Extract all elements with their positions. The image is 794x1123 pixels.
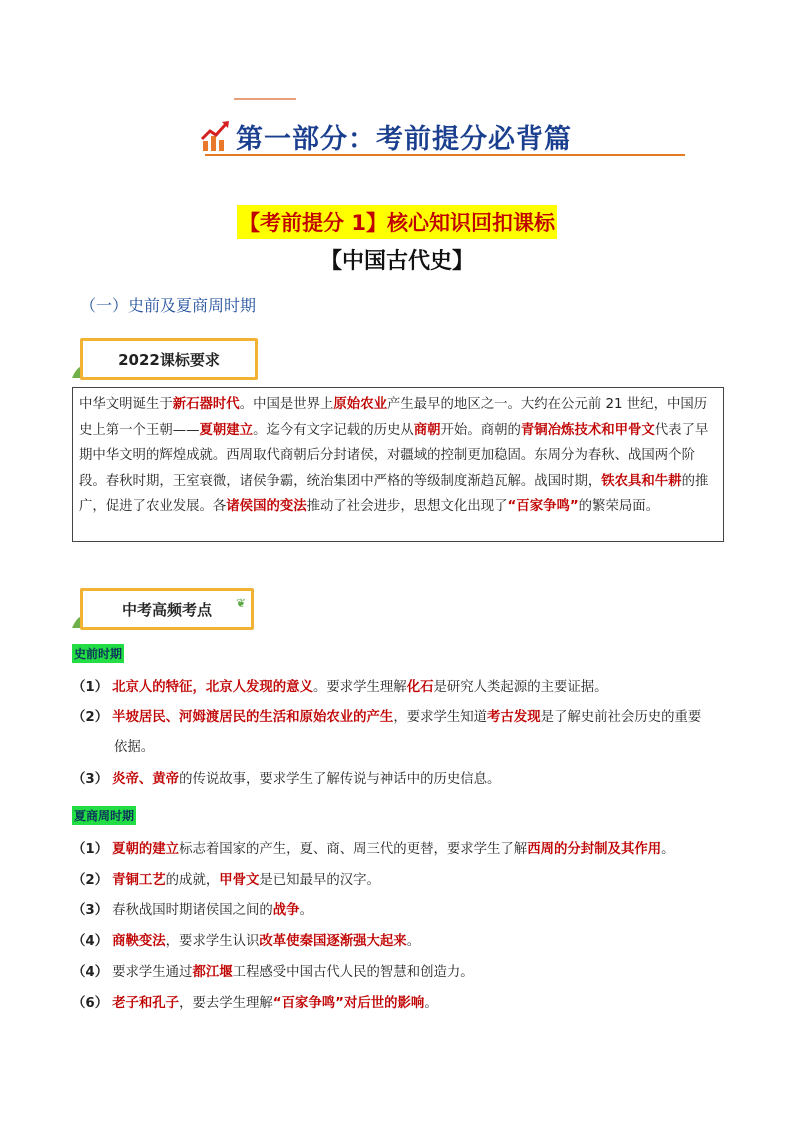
era-heading: （一）史前及夏商周时期 <box>80 296 257 315</box>
list-item-text: 要求学生通过 <box>112 965 193 980</box>
paragraph-text: 。迄今有文字记载的历史从 <box>253 422 414 438</box>
rising-chart-icon <box>200 119 230 153</box>
highlight-term: 半坡居民、河姆渡居民的生活和原始农业的产生 <box>112 710 394 725</box>
highlight-term: 改革使秦国逐渐强大起来 <box>259 934 407 949</box>
highlight-term: 北京人的特征，北京人发现的意义 <box>112 680 313 695</box>
paragraph-text: 的繁荣局面。 <box>578 499 660 514</box>
highlight-term: “百家争鸣”对后世的影响 <box>272 996 425 1011</box>
list-item <box>72 961 474 980</box>
highlight-term: 夏朝的建立 <box>112 842 180 857</box>
part-underline <box>205 154 685 156</box>
list-item-continuation: 依据。 <box>114 740 155 755</box>
list-item-text: ，要求学生认识 <box>165 934 260 949</box>
list-item-text: 。 <box>661 842 675 857</box>
list-item-text: 标志着国家的产生，夏、商、周三代的更替，要求学生了解 <box>179 842 528 857</box>
section-title-text: 【考前提分 1】核心知识回扣课标 <box>237 205 557 239</box>
part-header <box>200 116 572 156</box>
list-item <box>72 899 313 918</box>
list-item <box>72 838 675 857</box>
section-title <box>0 205 794 239</box>
paragraph-text: 中华文明诞生于 <box>79 397 173 412</box>
list-item-number: （4） <box>72 965 109 980</box>
highlight-term: 原始农业 <box>333 397 387 412</box>
list-item <box>72 869 380 888</box>
highlight-term: 化石 <box>406 680 434 695</box>
highlight-term: 西周的分封制及其作用 <box>527 842 662 857</box>
list-item-number: （3） <box>72 903 109 918</box>
list-item-number: （3） <box>72 772 109 787</box>
list-item-number: （4） <box>72 934 109 949</box>
list-item-number: （6） <box>72 996 109 1011</box>
list-item <box>72 930 420 949</box>
paragraph-text: 推动了社会进步，思想文化出现了 <box>306 499 508 514</box>
highlight-term: 新石器时代 <box>172 397 240 412</box>
highlight-term: 考古发现 <box>487 710 541 725</box>
highlight-term: 夏朝建立 <box>199 422 254 438</box>
list-item <box>114 736 154 755</box>
part-title: 第一部分：考前提分必背篇 <box>236 123 572 155</box>
requirements-label-box <box>80 338 258 380</box>
highlight-term: 商朝 <box>413 422 441 438</box>
list-item-text: 春秋战国时期诸侯国之间的 <box>112 903 273 918</box>
list-item <box>72 706 701 725</box>
group-tag-prehistoric: 史前时期 <box>72 644 124 663</box>
list-item-text: 。要求学生理解 <box>312 680 407 695</box>
highlight-term: 商鞅变法 <box>112 934 166 949</box>
highlight-term: “百家争鸣” <box>507 499 579 514</box>
list-item-text: ，要去学生理解 <box>179 996 273 1011</box>
highlight-term: 诸侯国的变法 <box>226 499 307 514</box>
list-item-text: 是研究人类起源的主要证据。 <box>433 680 608 695</box>
paragraph-text: 。中国是世界上 <box>239 397 334 412</box>
high-freq-label-box <box>80 588 254 630</box>
paragraph-text: 的推广，促进了农业发展。各 <box>79 473 709 514</box>
list-item <box>72 676 608 695</box>
requirements-text-box <box>72 387 724 542</box>
highlight-term: 青铜工艺 <box>112 873 166 888</box>
highlight-term: 老子和孔子 <box>112 996 180 1011</box>
highlight-term: 青铜冶炼技术和甲骨文 <box>520 422 655 438</box>
highlight-term: 铁农具和牛耕 <box>601 473 682 489</box>
group-tag-xia-shang-zhou: 夏商周时期 <box>72 806 136 825</box>
highlight-term: 战争 <box>272 903 300 918</box>
list-item-text: 是了解史前社会历史的重要 <box>540 710 702 725</box>
sub-title: 【中国古代史】 <box>319 249 474 274</box>
high-freq-label: 中考高频考点 <box>121 600 212 619</box>
list-item-number: （2） <box>72 710 109 725</box>
list-item-text: 的成就， <box>165 873 220 888</box>
list-item <box>72 992 438 1011</box>
list-item-text: 工程感受中国古代人民的智慧和创造力。 <box>232 965 474 980</box>
list-item-text: 的传说故事，要求学生了解传说与神话中的历史信息。 <box>179 772 501 787</box>
top-decor-line <box>234 98 296 100</box>
requirements-label: 2022课标要求 <box>118 350 220 369</box>
list-item-text: 。 <box>299 903 313 918</box>
paragraph-text: 开始。商朝的 <box>440 422 521 438</box>
list-item-text: 。 <box>406 934 421 949</box>
highlight-term: 都江堰 <box>192 965 233 980</box>
list-item-number: （2） <box>72 873 109 888</box>
list-item-number: （1） <box>72 842 109 857</box>
paragraph-text: 产生最早的地区之一。大约在公元前 21 世纪，中国历史上第一个王朝—— <box>79 397 708 438</box>
leaf-decor-icon: ❦ <box>236 596 247 610</box>
list-item-text: 是已知最早的汉字。 <box>259 873 380 888</box>
list-item-text: ，要求学生知道 <box>393 710 488 725</box>
paragraph-text: 代表了早期中华文明的辉煌成就。西周取代商朝后分封诸侯，对疆域的控制更加稳固。东周分为春秋、战国两个阶段。春秋时期，王室衰微，诸侯争霸，统治集团中严格的等级制度渐趋瓦解。战国时期， <box>79 422 709 489</box>
list-item-text: 。 <box>424 996 438 1011</box>
list-item-number: （1） <box>72 680 109 695</box>
highlight-term: 甲骨文 <box>219 873 260 888</box>
list-item <box>72 768 500 787</box>
highlight-term: 炎帝、黄帝 <box>112 772 180 787</box>
